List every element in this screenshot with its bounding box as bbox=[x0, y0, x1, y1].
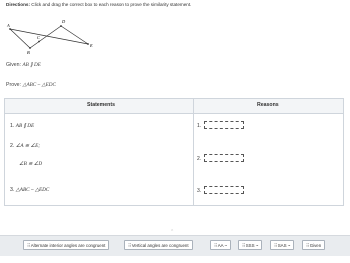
statement-2-text-a: ∠A ≅ ∠E; bbox=[15, 143, 40, 149]
label-C: C bbox=[37, 35, 40, 40]
chip-label: Given bbox=[309, 243, 322, 248]
label-A: A bbox=[7, 23, 10, 28]
chip-label: SSS ~ bbox=[245, 243, 259, 248]
directions bbox=[6, 2, 191, 7]
given-expr: AB ∥ DE bbox=[22, 62, 41, 68]
prove-statement bbox=[6, 82, 56, 88]
chip-alternate-interior-angles[interactable] bbox=[23, 240, 109, 250]
statement-1 bbox=[10, 123, 34, 129]
given-label: Given: bbox=[6, 62, 21, 68]
drag-handle-icon: ⠿ bbox=[214, 243, 217, 248]
statement-3-num: 3. bbox=[10, 187, 15, 193]
statement-1-text: AB ∥ DE bbox=[15, 123, 35, 129]
reason-3-drop-target[interactable] bbox=[204, 186, 244, 194]
reason-2-drop-target[interactable] bbox=[204, 154, 244, 162]
statements-header: Statements bbox=[87, 102, 115, 108]
proof-table bbox=[4, 98, 344, 206]
chip-label: AA ~ bbox=[217, 243, 228, 248]
scroll-caret-icon: ⌃ bbox=[170, 229, 175, 235]
statement-3-text: △ABC ~ △EDC bbox=[15, 187, 50, 193]
chip-given[interactable] bbox=[302, 240, 325, 250]
statement-2-text-b: ∠B ≅ ∠D bbox=[19, 161, 43, 167]
label-D: D bbox=[62, 19, 66, 24]
chip-aa-similarity[interactable] bbox=[210, 240, 231, 250]
drag-handle-icon: ⠿ bbox=[306, 243, 309, 248]
triangle-figure bbox=[8, 18, 98, 58]
table-header bbox=[5, 99, 343, 114]
reason-3-num: 3. bbox=[197, 188, 202, 194]
drag-handle-icon: ⠿ bbox=[27, 243, 30, 248]
chip-sss-similarity[interactable] bbox=[238, 240, 262, 250]
reason-1-num: 1. bbox=[197, 123, 202, 129]
drag-handle-icon: ⠿ bbox=[274, 243, 277, 248]
label-E: E bbox=[90, 43, 93, 48]
column-divider bbox=[193, 99, 194, 205]
prove-label: Prove: bbox=[6, 82, 21, 88]
given-statement bbox=[6, 62, 41, 68]
directions-text: Click and drag the correct box to each reason to prove the similarity statement. bbox=[31, 2, 192, 7]
directions-label: Directions: bbox=[6, 2, 30, 7]
statement-1-num: 1. bbox=[10, 123, 15, 129]
chip-vertical-angles[interactable] bbox=[124, 240, 193, 250]
drag-handle-icon: ⠿ bbox=[242, 243, 245, 248]
statement-2-num: 2. bbox=[10, 143, 15, 149]
label-B: B bbox=[27, 50, 30, 55]
chip-label: Vertical angles are congruent bbox=[131, 243, 189, 248]
statement-2 bbox=[10, 143, 40, 149]
chip-label: SAS ~ bbox=[277, 243, 291, 248]
prove-expr: △ABC ~ △EDC bbox=[22, 82, 57, 88]
drag-handle-icon: ⠿ bbox=[128, 243, 131, 248]
reasons-header: Reasons bbox=[257, 102, 279, 108]
reason-2-num: 2. bbox=[197, 156, 202, 162]
chip-sas-similarity[interactable] bbox=[270, 240, 294, 250]
statement-3 bbox=[10, 187, 49, 193]
reason-1-drop-target[interactable] bbox=[204, 121, 244, 129]
chip-label: Alternate interior angles are congruent bbox=[30, 243, 106, 248]
